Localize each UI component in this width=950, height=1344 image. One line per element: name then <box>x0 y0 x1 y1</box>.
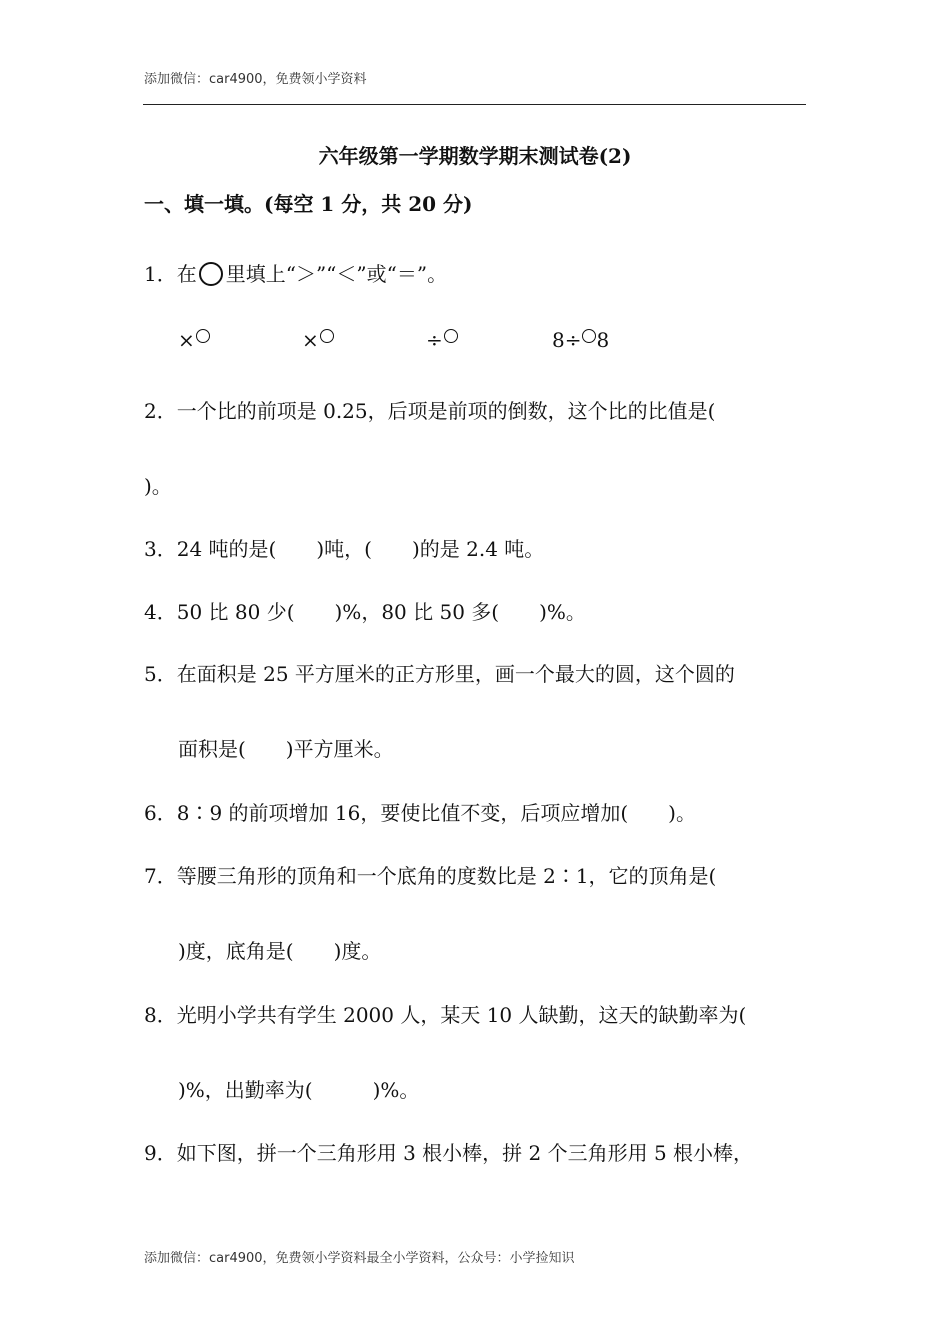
question-number: 7． <box>144 864 177 888</box>
header-divider <box>143 104 806 105</box>
circle-blank-icon <box>199 262 223 286</box>
question-9: 9．如下图，拼一个三角形用 3 根小棒，拼 2 个三角形用 5 根小棒， <box>144 1141 754 1165</box>
header-watermark: 添加微信：car4900，免费领小学资料 <box>144 72 367 87</box>
question-3: 3．24 吨的是( )吨，( )的是 2.4 吨。 <box>144 537 545 561</box>
q1-item-1: × <box>178 328 210 352</box>
question-4: 4．50 比 80 少( )%，80 比 50 多( )%。 <box>144 600 586 624</box>
footer-watermark: 添加微信：car4900，免费领小学资料最全小学资料，公众号：小学捡知识 <box>144 1251 575 1266</box>
question-2-cont: )。 <box>144 474 172 498</box>
question-7: 7．等腰三角形的顶角和一个底角的度数比是 2∶1，它的顶角是( <box>144 864 717 888</box>
question-number: 6． <box>144 801 177 825</box>
question-8-cont: )%，出勤率为( )%。 <box>178 1078 420 1102</box>
compare-circle-icon[interactable] <box>582 329 596 343</box>
compare-circle-icon[interactable] <box>444 329 458 343</box>
compare-circle-icon[interactable] <box>196 329 210 343</box>
question-7-cont: )度，底角是( )度。 <box>178 939 382 963</box>
question-number: 4． <box>144 600 177 624</box>
compare-circle-icon[interactable] <box>320 329 334 343</box>
q1-item-2: × <box>302 328 334 352</box>
q1-item-4: 8÷ 8 <box>552 328 610 352</box>
question-number: 9． <box>144 1141 177 1165</box>
section-heading: 一、填一填。(每空 1 分，共 20 分) <box>144 192 473 216</box>
q1-item-3: ÷ <box>426 328 458 352</box>
question-1: 1．在 里填上“＞”“＜”或“＝”。 <box>144 262 448 286</box>
question-number: 3． <box>144 537 177 561</box>
question-5: 5．在面积是 25 平方厘米的正方形里，画一个最大的圆，这个圆的 <box>144 662 735 686</box>
page-title: 六年级第一学期数学期末测试卷(2) <box>318 144 632 168</box>
question-6: 6．8∶9 的前项增加 16，要使比值不变，后项应增加( )。 <box>144 801 696 825</box>
question-5-cont: 面积是( )平方厘米。 <box>178 737 394 761</box>
question-2: 2．一个比的前项是 0.25，后项是前项的倒数，这个比的比值是( <box>144 399 716 423</box>
question-number: 8． <box>144 1003 177 1027</box>
question-number: 2． <box>144 399 177 423</box>
question-number: 5． <box>144 662 177 686</box>
question-number: 1． <box>144 262 177 286</box>
question-8: 8．光明小学共有学生 2000 人，某天 10 人缺勤，这天的缺勤率为( <box>144 1003 747 1027</box>
